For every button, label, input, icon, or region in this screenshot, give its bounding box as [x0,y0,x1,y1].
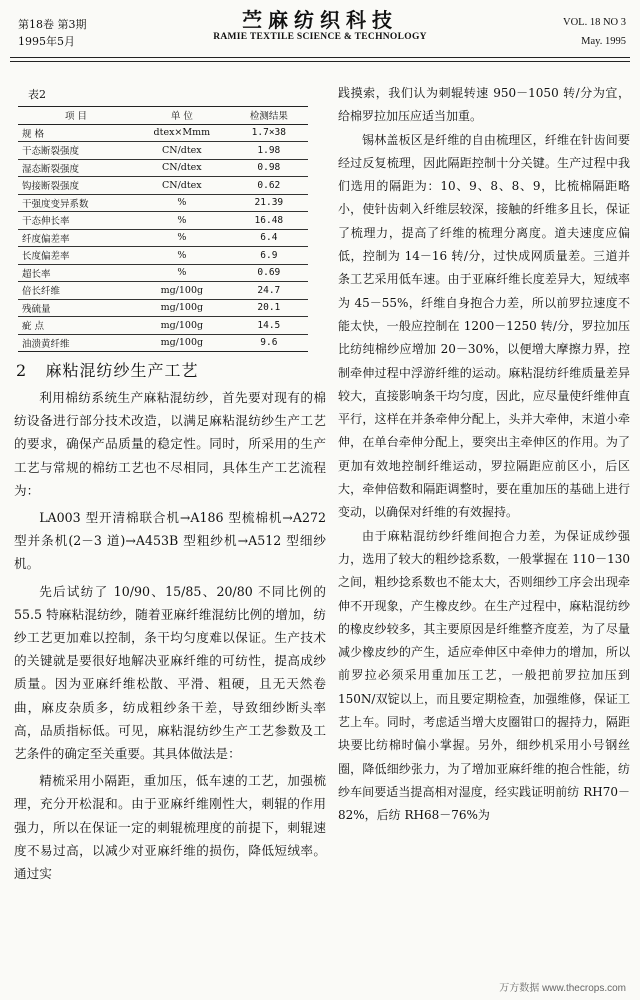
table-cell-result: 0.69 [230,264,308,282]
table-cell-item: 干态断裂强度 [18,142,134,160]
process-flow: LA003 型开清棉联合机→A186 型梳棉机→A272 型并条机(2－3 道)→A453B 型粗纱机→A512 型细纱机。 [14,510,326,572]
table-row [18,299,308,317]
table-cell-item: 疵 点 [18,317,134,335]
body-paragraph: 锡林盖板区是纤维的自由梳理区，纤维在针齿间要经过反复梳理，因此隔距控制十分关键。生产过程中我们选用的隔距为：10、9、8、8、9，比梳棉隔距略小，使针齿刺入纤维层较深，接触的纤维多且长，保证了梳理力，提高了纤维的梳理分离度。道夫速度应偏低，控制为 14－16 转/分，过快成网质量差。三道并条工艺采用低车速。由于亚麻纤维长度差异大，短绒率为 45－55%，纤维自身抱合力差，所以前罗拉速度不能太快，一般应控制在 1200－1250 转/分，罗拉加压比纺纯棉纱应增加 20－30%，以便增大摩擦力界，控制牵伸过程中浮游纤维的运动。麻粘混纺纤维质量差异较大，直接影响条干均匀度，因此，应尽量使纤维伸直平行，这样在并条牵伸分配上，头并大牵伸，末道小牵伸，在单台牵伸分配上，要突出主牵伸区的作用。为了更加有效地控制纤维运动，罗拉隔距应前区小，后区大，牵伸倍数和隔距调整时，要在重加压的基础上进行变动，以确保对纤维的有效握持。 [338,132,630,520]
table-cell-item: 油溃黄纤维 [18,334,134,352]
table-header-item: 项 目 [18,107,134,125]
table-cell-unit: CN/dtex [134,159,230,177]
table-header-row [18,107,308,125]
volume-issue-en: VOL. 18 NO 3 [563,17,626,28]
table-cell-result: 21.39 [230,194,308,212]
table-cell-result: 6.9 [230,247,308,265]
table-header-result: 检测结果 [230,107,308,125]
right-column [338,82,630,828]
table-cell-unit: CN/dtex [134,177,230,195]
section-number: 2 [16,361,28,380]
table-cell-item: 干强度变异系数 [18,194,134,212]
table-cell-unit: dtex×Mmm [134,124,230,142]
section-title: 麻粘混纺纱生产工艺 [45,361,199,380]
date-cn: 1995年5月 [18,35,75,48]
table-row [18,194,308,212]
table-cell-unit: % [134,212,230,230]
table-row [18,124,308,142]
table-row [18,159,308,177]
journal-title-en: RAMIE TEXTILE SCIENCE & TECHNOLOGY [213,32,427,42]
table-cell-result: 14.5 [230,317,308,335]
body-paragraph: 精梳采用小隔距，重加压，低车速的工艺，加强梳理，充分开松混和。由于亚麻纤维刚性大，刺辊的作用强力，所以在保证一定的刺辊梳理度的前提下，刺辊速度不易过高，以减少对亚麻纤维的损伤，降低短绒率。通过实 [14,773,326,882]
table-row [18,334,308,352]
table-cell-unit: % [134,264,230,282]
table-cell-unit: mg/100g [134,334,230,352]
table-row [18,247,308,265]
table-cell-result: 0.62 [230,177,308,195]
table-cell-result: 1.98 [230,142,308,160]
table-cell-unit: mg/100g [134,299,230,317]
volume-issue-cn: 第18卷 第3期 [18,18,87,31]
table-cell-item: 规 格 [18,124,134,142]
body-paragraph: 利用棉纺系统生产麻粘混纺纱，首先要对现有的棉纺设备进行部分技术改造，以满足麻粘混纺纱生产工艺的要求，确保产品质量的稳定性。同时，所采用的生产工艺与常规的棉纺工艺也不尽相同，具体生产工艺流程为： [14,390,326,498]
table-cell-result: 1.7×38 [230,124,308,142]
table-cell-unit: % [134,194,230,212]
table-body [18,124,308,352]
table-header-unit: 单 位 [134,107,230,125]
table-cell-item: 残硫量 [18,299,134,317]
table-cell-result: 0.98 [230,159,308,177]
test-results-table [18,106,308,352]
table-cell-item: 倍长纤维 [18,282,134,300]
table-cell-unit: % [134,247,230,265]
table-cell-item: 干态伸长率 [18,212,134,230]
header-left [18,16,87,50]
section-heading [16,358,326,381]
table-cell-unit: mg/100g [134,317,230,335]
table-cell-result: 20.1 [230,299,308,317]
table-cell-result: 24.7 [230,282,308,300]
table-cell-unit: CN/dtex [134,142,230,160]
table-row [18,177,308,195]
left-column [14,86,326,885]
body-paragraph: 先后试纺了 10/90、15/85、20/80 不同比例的 55.5 特麻粘混纺纱，随着亚麻纤维混纺比例的增加，纺纱工艺更加难以控制，条干均匀度难以保证。生产技术的关键就是要很好地解决亚麻纤维的可纺性，提高成纱质量。因为亚麻纤维松散、平滑、粗硬，且无天然卷曲，麻皮杂质多，纺成粗纱条干差，导致细纱断头率高，品质指标低。可见，麻粘混纺纱生产工艺参数及工艺条件的确定至关重要。其具体做法是： [14,583,326,762]
table-cell-unit: mg/100g [134,282,230,300]
journal-title-cn: 苎麻纺织科技 [242,8,398,32]
table-row [18,282,308,300]
header-right [563,13,626,51]
table-cell-item: 钩接断裂强度 [18,177,134,195]
table-cell-result: 9.6 [230,334,308,352]
table-row [18,229,308,247]
header-rule [10,57,630,58]
table-cell-unit: % [134,229,230,247]
table-row [18,264,308,282]
table-row [18,142,308,160]
body-paragraph: 由于麻粘混纺纱纤维间抱合力差，为保证成纱强力，选用了较大的粗纱捻系数，一般掌握在 110－130 之间，粗纱捻系数也不能太大，否则细纱工序会出现牵伸不开现象，产生橡皮纱。在生产过程中，麻粘混纺纱的橡皮纱较多，其主要原因是纤维整齐度差，为了尽量减少橡皮纱的产生，适应牵伸区中牵伸力的增加，所以前罗拉必须采用重加压工艺，一般把前罗拉加压到 150N/双锭以上，而且要定期检查，加强维修，保证工艺上车。同时，考虑适当增大皮圈钳口的握持力，隔距块要比纺棉时偏小掌握。另外，细纱机采用小号钢丝圈，降低细纱张力，为了增加亚麻纤维的抱合性能，纺纱车间要适当提高相对湿度，经实践证明前纺 RH70－82%，后纺 RH68－76%为 [338,528,630,823]
table-row [18,317,308,335]
table-caption: 表2 [28,88,46,101]
watermark: 万方数据 www.thecrops.com [499,983,626,994]
table-cell-result: 16.48 [230,212,308,230]
body-paragraph-continued: 践摸索，我们认为刺辊转速 950－1050 转/分为宜，给棉罗拉加压应适当加重。 [338,86,630,124]
table-cell-item: 超长率 [18,264,134,282]
header-rule-thin [10,61,630,62]
table-row [18,212,308,230]
header-center [170,8,470,42]
date-en: May. 1995 [581,36,626,47]
table-cell-item: 纤度偏差率 [18,229,134,247]
table-cell-item: 长度偏差率 [18,247,134,265]
table-cell-result: 6.4 [230,229,308,247]
table-cell-item: 湿态断裂强度 [18,159,134,177]
